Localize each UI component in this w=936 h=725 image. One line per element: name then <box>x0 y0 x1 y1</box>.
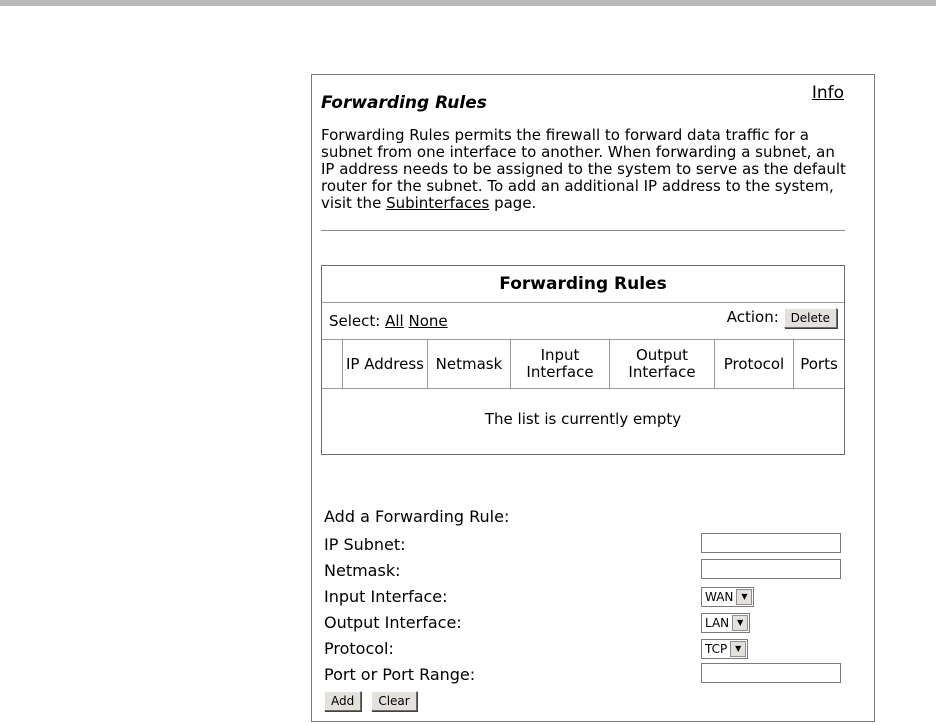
port-range-input[interactable] <box>701 663 841 683</box>
intro-text-part: page. <box>489 194 537 212</box>
dropdown-arrow-icon: ▼ <box>732 615 748 631</box>
port-range-label: Port or Port Range: <box>324 665 476 684</box>
select-controls <box>329 312 448 330</box>
input-interface-select[interactable] <box>701 587 754 607</box>
column-header-protocol: Protocol <box>715 340 794 388</box>
netmask-label: Netmask: <box>324 561 401 580</box>
form-heading: Add a Forwarding Rule: <box>324 507 510 526</box>
ip-subnet-row <box>324 533 844 557</box>
select-label: Select: <box>329 312 381 330</box>
column-header-ports: Ports <box>800 354 838 373</box>
input-interface-row <box>324 585 844 609</box>
column-header-netmask: Netmask <box>428 340 511 388</box>
column-header-output-interface: Output Interface <box>610 340 715 388</box>
output-interface-row <box>324 611 844 635</box>
add-button[interactable]: Add <box>324 691 361 711</box>
netmask-row <box>324 559 844 583</box>
subinterfaces-link[interactable]: Subinterfaces <box>386 194 490 212</box>
ip-subnet-label: IP Subnet: <box>324 535 406 554</box>
protocol-select[interactable] <box>701 639 748 659</box>
protocol-label: Protocol: <box>324 639 394 658</box>
netmask-input[interactable] <box>701 559 841 579</box>
table-header-row <box>322 339 844 389</box>
column-header-ip-address: IP Address <box>343 340 428 388</box>
action-label: Action: <box>726 308 779 326</box>
select-all-link[interactable]: All <box>385 312 404 330</box>
form-buttons <box>324 690 422 711</box>
divider <box>321 230 845 231</box>
ip-subnet-input[interactable] <box>701 533 841 553</box>
select-none-link[interactable]: None <box>408 312 448 330</box>
table-toolbar <box>322 303 844 339</box>
dropdown-arrow-icon: ▼ <box>736 589 752 605</box>
page-title: Forwarding Rules <box>321 93 487 113</box>
intro-text-part: Forwarding Rules permits the firewall to forward data traffic for a subnet from one interface to another. When forwarding a subnet, an IP address needs to be assigned to the system to serve as the default router for the subnet. To add an additional IP address to the system, visit the <box>321 126 846 212</box>
forwarding-rules-panel <box>311 74 875 722</box>
forwarding-rules-table <box>321 265 845 455</box>
intro-text <box>321 127 851 212</box>
empty-list-message: The list is currently empty <box>484 410 682 428</box>
delete-button[interactable]: Delete <box>784 308 837 328</box>
protocol-row <box>324 637 844 661</box>
clear-button[interactable]: Clear <box>371 691 416 711</box>
protocol-value: TCP <box>705 642 728 656</box>
dropdown-arrow-icon: ▼ <box>730 641 746 657</box>
port-range-row <box>324 663 844 687</box>
input-interface-label: Input Interface: <box>324 587 448 606</box>
output-interface-label: Output Interface: <box>324 613 462 632</box>
output-interface-select[interactable] <box>701 613 750 633</box>
action-controls <box>727 308 837 328</box>
column-header-checkbox <box>322 340 343 388</box>
input-interface-value: WAN <box>705 590 734 604</box>
table-title: Forwarding Rules <box>322 266 844 303</box>
top-bar <box>0 0 936 6</box>
column-header-input-interface: Input Interface <box>511 340 610 388</box>
info-link[interactable]: Info <box>811 83 844 103</box>
output-interface-value: LAN <box>705 616 730 630</box>
